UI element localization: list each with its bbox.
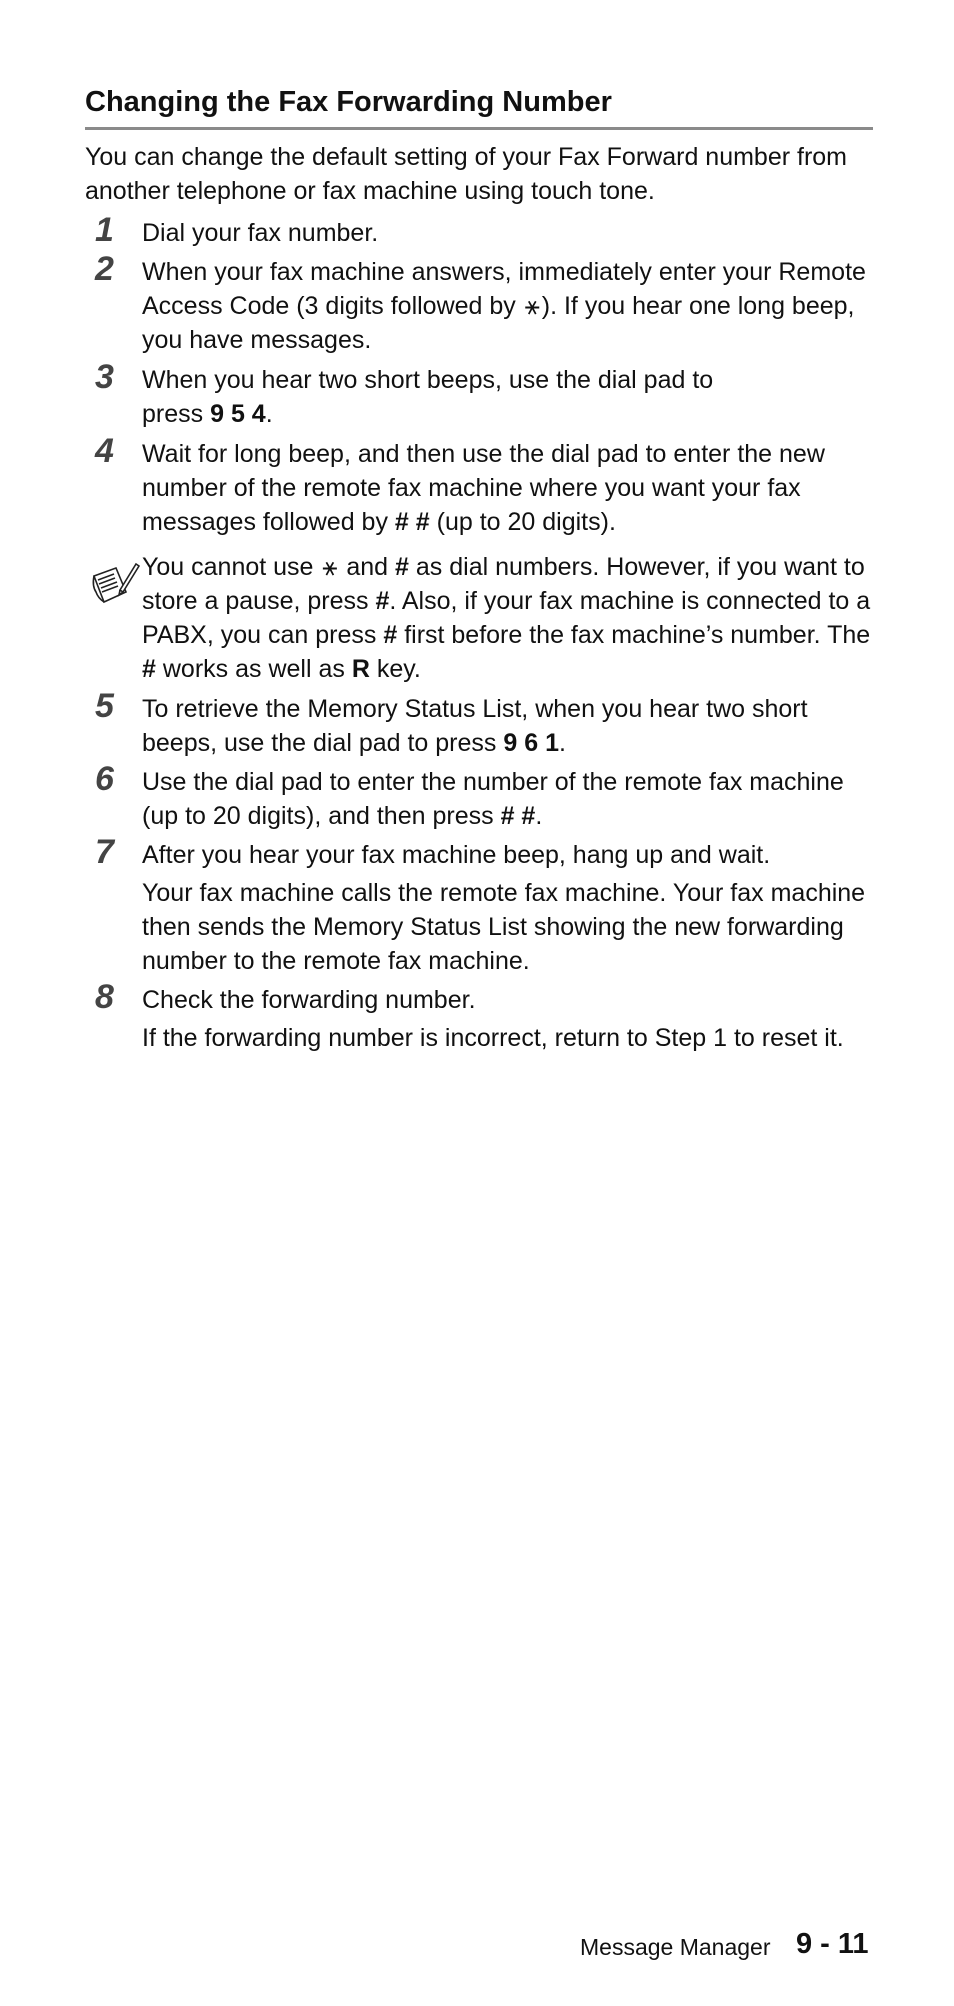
step-text xyxy=(142,692,877,760)
section-heading: Changing the Fax Forwarding Number xyxy=(85,86,612,118)
step-text-part: . xyxy=(535,802,543,830)
step-text-part: Use the dial pad to enter the number of the remote fax machine (up to 20 digits), and then press xyxy=(142,768,844,830)
step-text xyxy=(142,437,877,539)
step-text-part: . xyxy=(558,729,566,757)
note-text-part: first before the fax machine’s number. The xyxy=(404,621,871,649)
hash-key: # xyxy=(375,587,390,615)
step-text xyxy=(142,255,877,357)
intro-paragraph: You can change the default setting of your Fax Forward number from another telephone or fax machine using touch tone. xyxy=(85,143,847,205)
hash-key: # xyxy=(395,553,409,581)
note-text-part: works as well as xyxy=(162,655,345,683)
step-text-part: (up to 20 digits). xyxy=(436,508,616,536)
step-text-part: When you hear two short beeps, use the dial pad to press xyxy=(142,366,714,428)
star-key-icon: ⚹ xyxy=(524,292,540,320)
step-result-text: Your fax machine calls the remote fax machine. Your fax machine then sends the Memory Status List showing the new forwarding number to the remote fax machine. xyxy=(142,879,866,975)
footer-page-number: 9 - 11 xyxy=(796,1928,869,1960)
hash-key: # xyxy=(142,655,156,683)
step-text-part: ). If you hear one long beep, you have messages. xyxy=(142,292,855,354)
step-number: 2 xyxy=(95,250,114,288)
key-sequence: # # xyxy=(394,508,430,536)
key-sequence: 9 5 4 xyxy=(210,400,266,428)
step-text: After you hear your fax machine beep, hang up and wait. xyxy=(142,841,771,869)
step-result-text: If the forwarding number is incorrect, return to Step 1 to reset it. xyxy=(142,1024,844,1052)
note-pencil-icon xyxy=(90,562,140,612)
step-text-part: Wait for long beep, and then use the dial pad to enter the new number of the remote fax machine where you want your fax messages followed by xyxy=(142,440,825,536)
step-number: 1 xyxy=(95,211,114,249)
note-text-part: You cannot use xyxy=(142,553,314,581)
heading-divider xyxy=(85,127,873,130)
step-number: 4 xyxy=(95,432,114,470)
step-number: 6 xyxy=(95,760,114,798)
step-text-part: To retrieve the Memory Status List, when you hear two short beeps, use the dial pad to press xyxy=(142,695,808,757)
step-number: 8 xyxy=(95,978,114,1016)
step-text-part: . xyxy=(265,400,273,428)
r-key: R xyxy=(351,655,370,683)
note-text-part: as dial numbers. However, if you want to store a pause, press xyxy=(142,553,865,615)
step-text xyxy=(142,765,877,833)
note-text xyxy=(142,550,877,686)
footer-chapter-label: Message Manager xyxy=(580,1934,771,1960)
hash-key: # xyxy=(383,621,398,649)
note-text-part: . Also, if your fax machine is connected to a PABX, you can press xyxy=(142,587,871,649)
star-key-icon: ⚹ xyxy=(322,553,338,581)
step-number: 7 xyxy=(95,833,114,871)
step-text: Check the forwarding number. xyxy=(142,986,476,1014)
step-text: Dial your fax number. xyxy=(142,219,379,247)
note-text-part: and xyxy=(346,553,389,581)
step-text-part: When your fax machine answers, immediately enter your Remote Access Code (3 digits followed by xyxy=(142,258,866,320)
step-number: 3 xyxy=(95,358,114,396)
note-text-part: key. xyxy=(376,655,421,683)
key-sequence: 9 6 1 xyxy=(503,729,559,757)
key-sequence: # # xyxy=(500,802,536,830)
step-text xyxy=(142,363,772,431)
step-number: 5 xyxy=(95,687,114,725)
